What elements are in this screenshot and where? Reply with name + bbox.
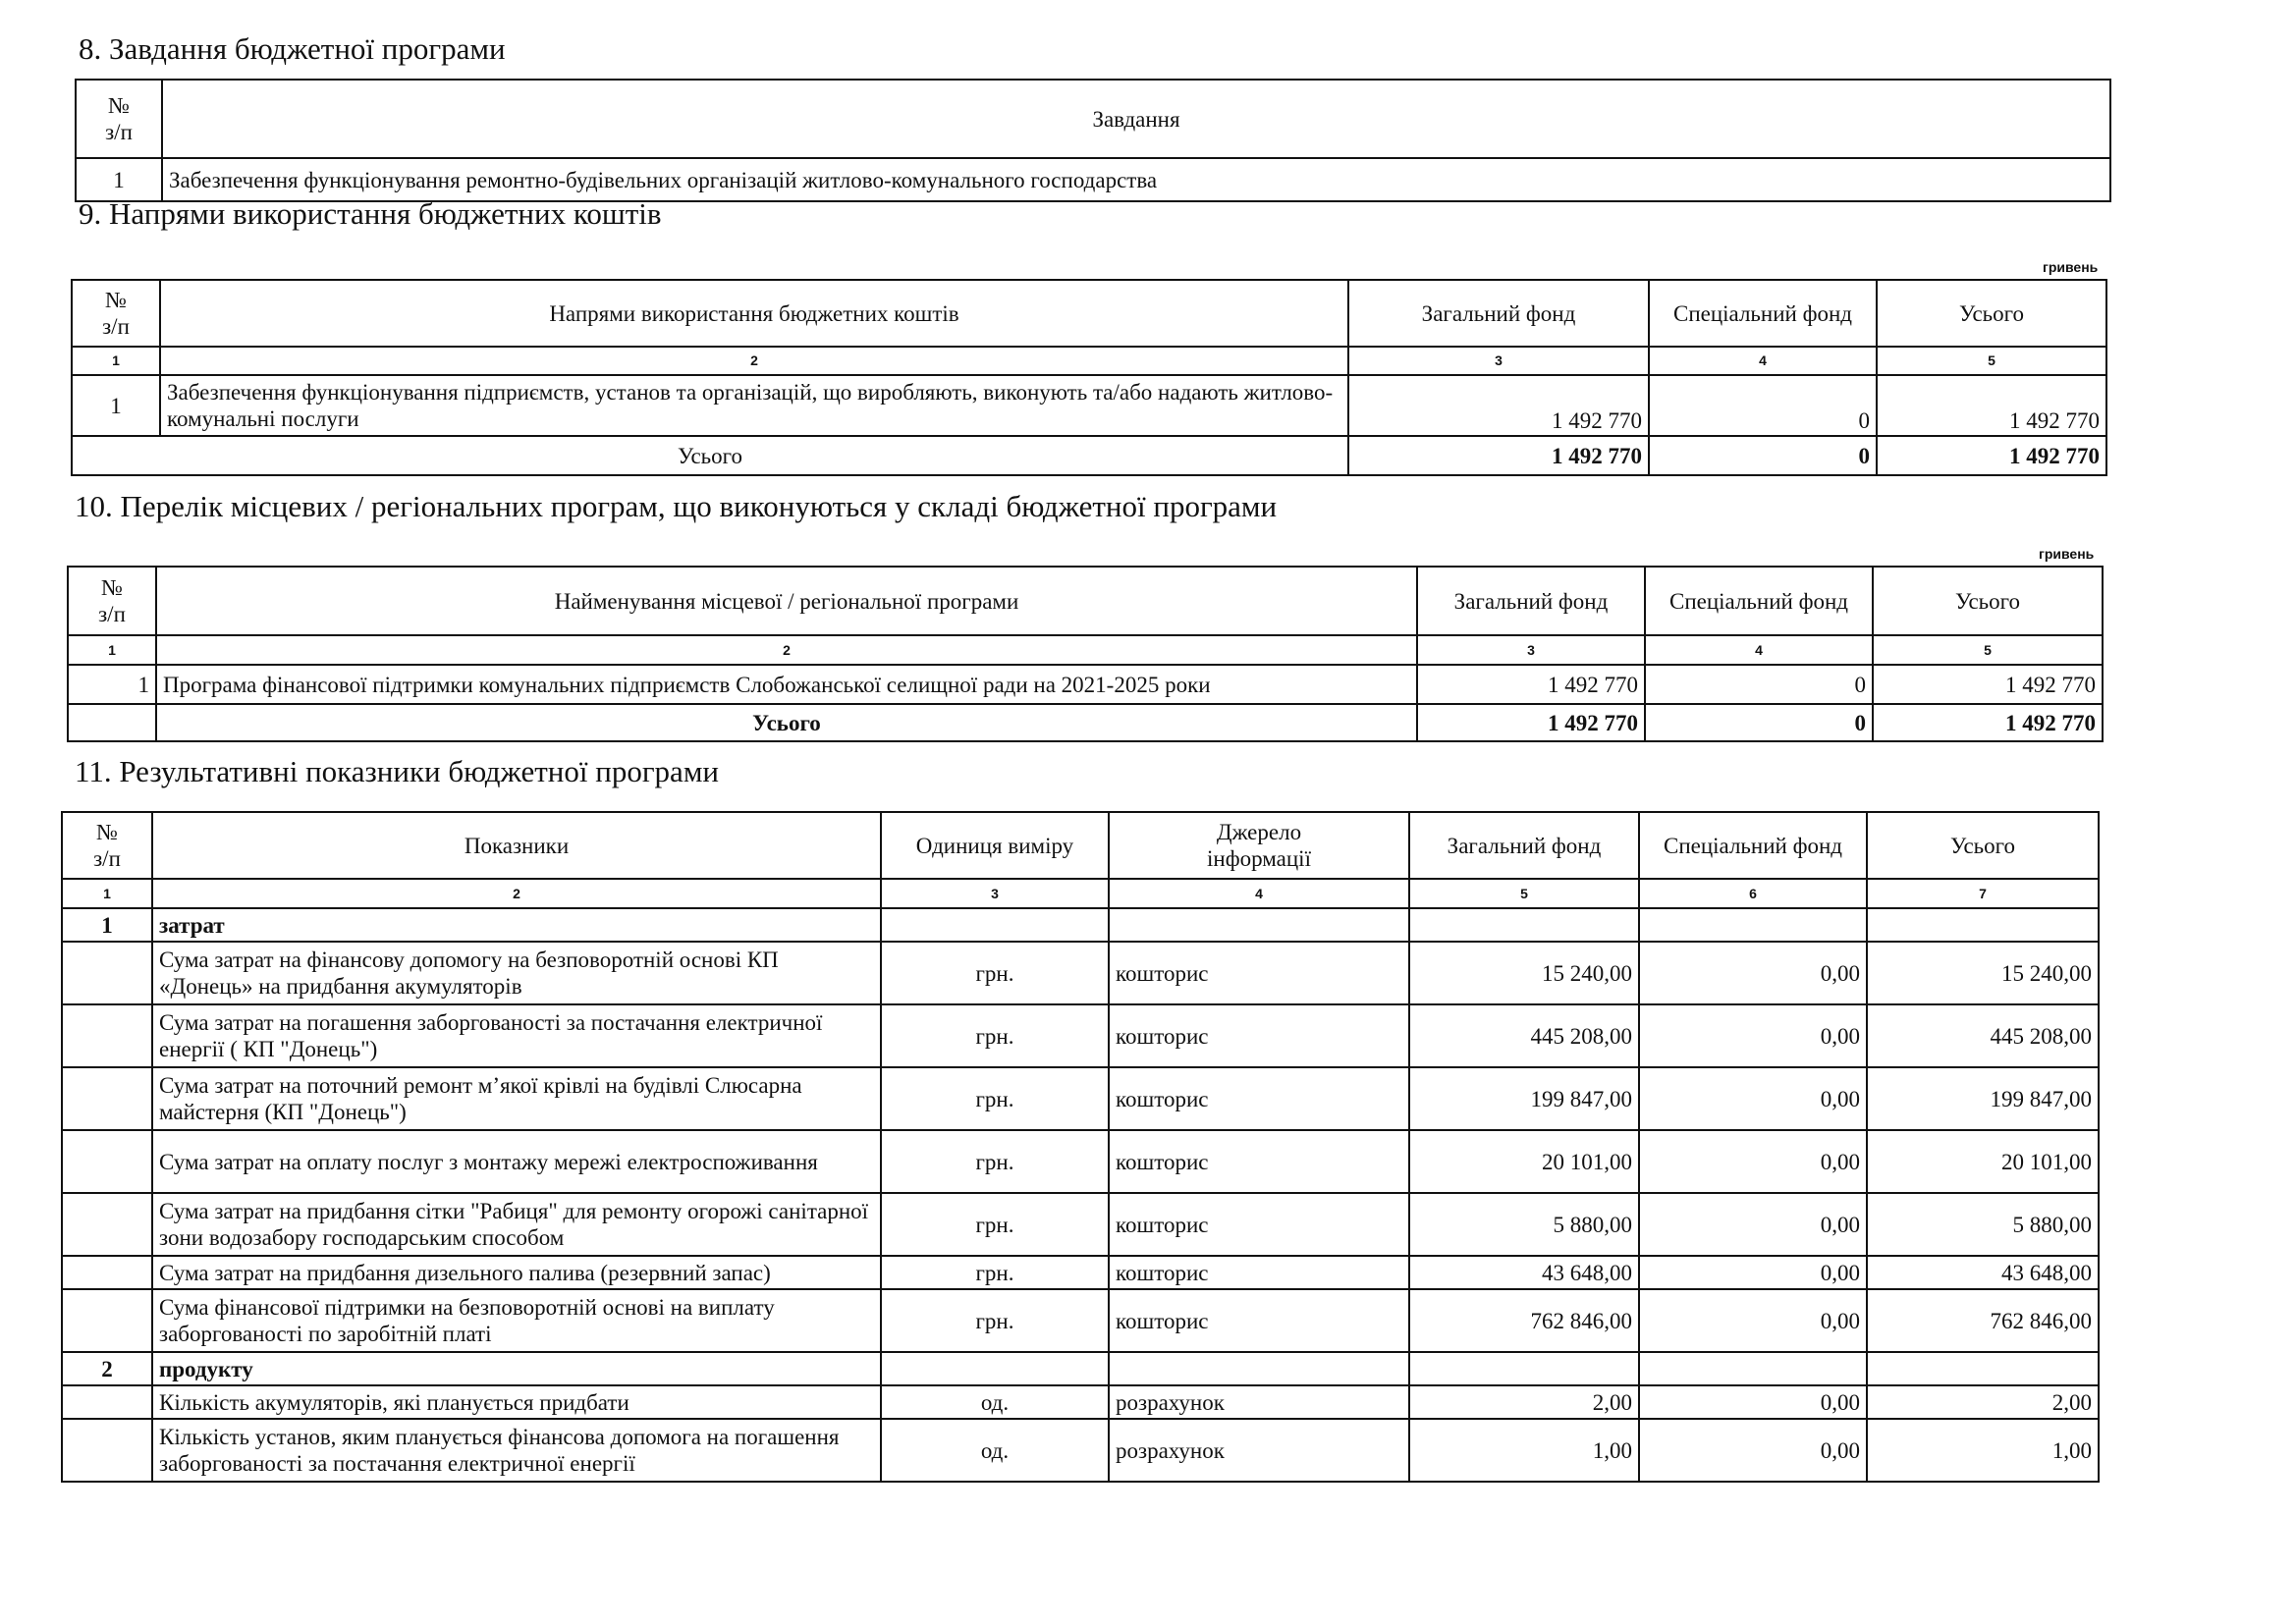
col-no-header: № з/п: [76, 80, 162, 158]
row-name: Програма фінансової підтримки комунальних підприємств Слобожанської селищної ради на 2021-2025 роки: [156, 665, 1417, 704]
col-index: 1: [68, 635, 156, 665]
col-special-fund-header: Спеціальний фонд: [1639, 812, 1867, 879]
col-special-fund-header: Спеціальний фонд: [1645, 567, 1873, 635]
table-row: [62, 1193, 2099, 1256]
col-index: 3: [1417, 635, 1645, 665]
group-label: продукту: [152, 1352, 881, 1385]
indicator-special-fund: 0,00: [1639, 1004, 1867, 1067]
total-total: 1 492 770: [1873, 704, 2103, 741]
col-general-fund-header: Загальний фонд: [1417, 567, 1645, 635]
indicator-general-fund: 43 648,00: [1409, 1256, 1639, 1289]
table-row: [62, 1067, 2099, 1130]
indicator-source: кошторис: [1109, 942, 1409, 1004]
col-index: 1: [72, 347, 160, 375]
row-no: 1: [68, 665, 156, 704]
col-index: 2: [156, 635, 1417, 665]
col-index: 4: [1649, 347, 1877, 375]
section-8-title: 8. Завдання бюджетної програми: [79, 31, 506, 66]
total-label: Усього: [72, 436, 1348, 475]
col-total-header: Усього: [1877, 280, 2106, 347]
row-name: Забезпечення функціонування підприємств, установ та організацій, що виробляють, виконують та/або надають житлово-комунальні послуги: [160, 375, 1348, 436]
indicator-special-fund: 0,00: [1639, 1256, 1867, 1289]
table-row: [62, 1004, 2099, 1067]
col-no-header: № з/п: [72, 280, 160, 347]
table-row: [62, 1289, 2099, 1352]
col-index: 3: [1348, 347, 1649, 375]
total-general-fund: 1 492 770: [1348, 436, 1649, 475]
indicator-source: кошторис: [1109, 1130, 1409, 1193]
row-task: Забезпечення функціонування ремонтно-будівельних організацій житлово-комунального господарства: [162, 158, 2110, 201]
indicator-total: 20 101,00: [1867, 1130, 2099, 1193]
col-indicator-header: Показники: [152, 812, 881, 879]
indicator-name: Сума фінансової підтримки на безповоротній основі на виплату заборгованості по заробітній платі: [152, 1289, 881, 1352]
col-total-header: Усього: [1867, 812, 2099, 879]
table-row: [68, 665, 2103, 704]
col-index: 4: [1109, 879, 1409, 908]
indicator-general-fund: 15 240,00: [1409, 942, 1639, 1004]
row-no: 1: [72, 375, 160, 436]
table-row: [62, 1256, 2099, 1289]
indicator-unit: грн.: [881, 1256, 1109, 1289]
col-index: 3: [881, 879, 1109, 908]
row-general-fund: 1 492 770: [1417, 665, 1645, 704]
tasks-table: [75, 79, 2111, 202]
row-special-fund: 0: [1649, 375, 1877, 436]
total-special-fund: 0: [1649, 436, 1877, 475]
indicator-general-fund: 20 101,00: [1409, 1130, 1639, 1193]
indicator-general-fund: 762 846,00: [1409, 1289, 1639, 1352]
indicator-source: розрахунок: [1109, 1385, 1409, 1419]
col-name-header: Напрями використання бюджетних коштів: [160, 280, 1348, 347]
indicator-source: кошторис: [1109, 1067, 1409, 1130]
table-row: [62, 1419, 2099, 1482]
row-total: 1 492 770: [1877, 375, 2106, 436]
currency-unit: гривень: [2043, 259, 2099, 275]
group-no: 2: [62, 1352, 152, 1385]
total-no: [68, 704, 156, 741]
col-special-fund-header: Спеціальний фонд: [1649, 280, 1877, 347]
indicator-unit: од.: [881, 1419, 1109, 1482]
row-general-fund: 1 492 770: [1348, 375, 1649, 436]
indicator-general-fund: 445 208,00: [1409, 1004, 1639, 1067]
total-general-fund: 1 492 770: [1417, 704, 1645, 741]
indicator-total: 43 648,00: [1867, 1256, 2099, 1289]
indicator-unit: грн.: [881, 1289, 1109, 1352]
indicator-special-fund: 0,00: [1639, 1419, 1867, 1482]
indicator-source: кошторис: [1109, 1256, 1409, 1289]
col-general-fund-header: Загальний фонд: [1348, 280, 1649, 347]
indicator-name: Сума затрат на оплату послуг з монтажу мережі електроспоживання: [152, 1130, 881, 1193]
indicator-unit: грн.: [881, 1193, 1109, 1256]
indicator-total: 762 846,00: [1867, 1289, 2099, 1352]
indicator-general-fund: 1,00: [1409, 1419, 1639, 1482]
indicator-unit: од.: [881, 1385, 1109, 1419]
indicator-special-fund: 0,00: [1639, 942, 1867, 1004]
indicator-unit: грн.: [881, 1130, 1109, 1193]
col-index: 5: [1877, 347, 2106, 375]
budget-directions-table: [71, 279, 2107, 476]
indicator-name: Сума затрат на фінансову допомогу на безповоротній основі КП «Донець» на придбання акумуляторів: [152, 942, 881, 1004]
section-10-title: 10. Перелік місцевих / регіональних програм, що виконуються у складі бюджетної програми: [75, 489, 1278, 523]
col-general-fund-header: Загальний фонд: [1409, 812, 1639, 879]
indicator-name: Кількість акумуляторів, які планується придбати: [152, 1385, 881, 1419]
group-row: [62, 908, 2099, 942]
total-label: Усього: [156, 704, 1417, 741]
group-row: [62, 1352, 2099, 1385]
total-row: [72, 436, 2106, 475]
indicator-total: 445 208,00: [1867, 1004, 2099, 1067]
indicator-total: 1,00: [1867, 1419, 2099, 1482]
indicator-name: Сума затрат на придбання сітки "Рабиця" для ремонту огорожі санітарної зони водозабору господарським способом: [152, 1193, 881, 1256]
indicator-general-fund: 2,00: [1409, 1385, 1639, 1419]
indicator-source: розрахунок: [1109, 1419, 1409, 1482]
total-special-fund: 0: [1645, 704, 1873, 741]
table-row: [62, 1385, 2099, 1419]
col-index: 1: [62, 879, 152, 908]
currency-unit: гривень: [2039, 546, 2095, 562]
indicator-special-fund: 0,00: [1639, 1067, 1867, 1130]
indicator-source: кошторис: [1109, 1193, 1409, 1256]
col-index: 6: [1639, 879, 1867, 908]
section-11-title: 11. Результативні показники бюджетної програми: [75, 754, 720, 788]
indicator-special-fund: 0,00: [1639, 1289, 1867, 1352]
total-row: [68, 704, 2103, 741]
indicator-total: 15 240,00: [1867, 942, 2099, 1004]
indicator-name: Сума затрат на придбання дизельного палива (резервний запас): [152, 1256, 881, 1289]
indicator-name: Сума затрат на погашення заборгованості за постачання електричної енергії ( КП "Донець"): [152, 1004, 881, 1067]
row-special-fund: 0: [1645, 665, 1873, 704]
indicator-total: 199 847,00: [1867, 1067, 2099, 1130]
row-no: 1: [76, 158, 162, 201]
col-index: 4: [1645, 635, 1873, 665]
indicator-total: 5 880,00: [1867, 1193, 2099, 1256]
table-row: [76, 158, 2110, 201]
indicator-general-fund: 199 847,00: [1409, 1067, 1639, 1130]
col-total-header: Усього: [1873, 567, 2103, 635]
indicator-unit: грн.: [881, 942, 1109, 1004]
indicator-unit: грн.: [881, 1067, 1109, 1130]
col-index: 2: [152, 879, 881, 908]
indicator-general-fund: 5 880,00: [1409, 1193, 1639, 1256]
col-no-header: № з/п: [68, 567, 156, 635]
col-task-header: Завдання: [162, 80, 2110, 158]
indicator-name: Сума затрат на поточний ремонт м’якої крівлі на будівлі Слюсарна майстерня (КП "Донець"): [152, 1067, 881, 1130]
table-row: [72, 375, 2106, 436]
col-index: 5: [1409, 879, 1639, 908]
col-index: 5: [1873, 635, 2103, 665]
group-label: затрат: [152, 908, 881, 942]
indicator-unit: грн.: [881, 1004, 1109, 1067]
section-9-title: 9. Напрями використання бюджетних коштів: [79, 196, 662, 231]
col-index: 2: [160, 347, 1348, 375]
group-no: 1: [62, 908, 152, 942]
indicator-source: кошторис: [1109, 1289, 1409, 1352]
indicator-special-fund: 0,00: [1639, 1385, 1867, 1419]
col-no-header: № з/п: [62, 812, 152, 879]
table-row: [62, 942, 2099, 1004]
total-total: 1 492 770: [1877, 436, 2106, 475]
indicator-special-fund: 0,00: [1639, 1130, 1867, 1193]
col-source-header: Джерело інформації: [1109, 812, 1409, 879]
indicator-total: 2,00: [1867, 1385, 2099, 1419]
local-programs-table: [67, 566, 2104, 742]
table-row: [62, 1130, 2099, 1193]
col-name-header: Найменування місцевої / регіональної програми: [156, 567, 1417, 635]
indicator-source: кошторис: [1109, 1004, 1409, 1067]
col-index: 7: [1867, 879, 2099, 908]
indicator-special-fund: 0,00: [1639, 1193, 1867, 1256]
row-total: 1 492 770: [1873, 665, 2103, 704]
col-unit-header: Одиниця виміру: [881, 812, 1109, 879]
indicator-name: Кількість установ, яким планується фінансова допомога на погашення заборгованості за постачання електричної енергії: [152, 1419, 881, 1482]
performance-indicators-table: [61, 811, 2100, 1483]
